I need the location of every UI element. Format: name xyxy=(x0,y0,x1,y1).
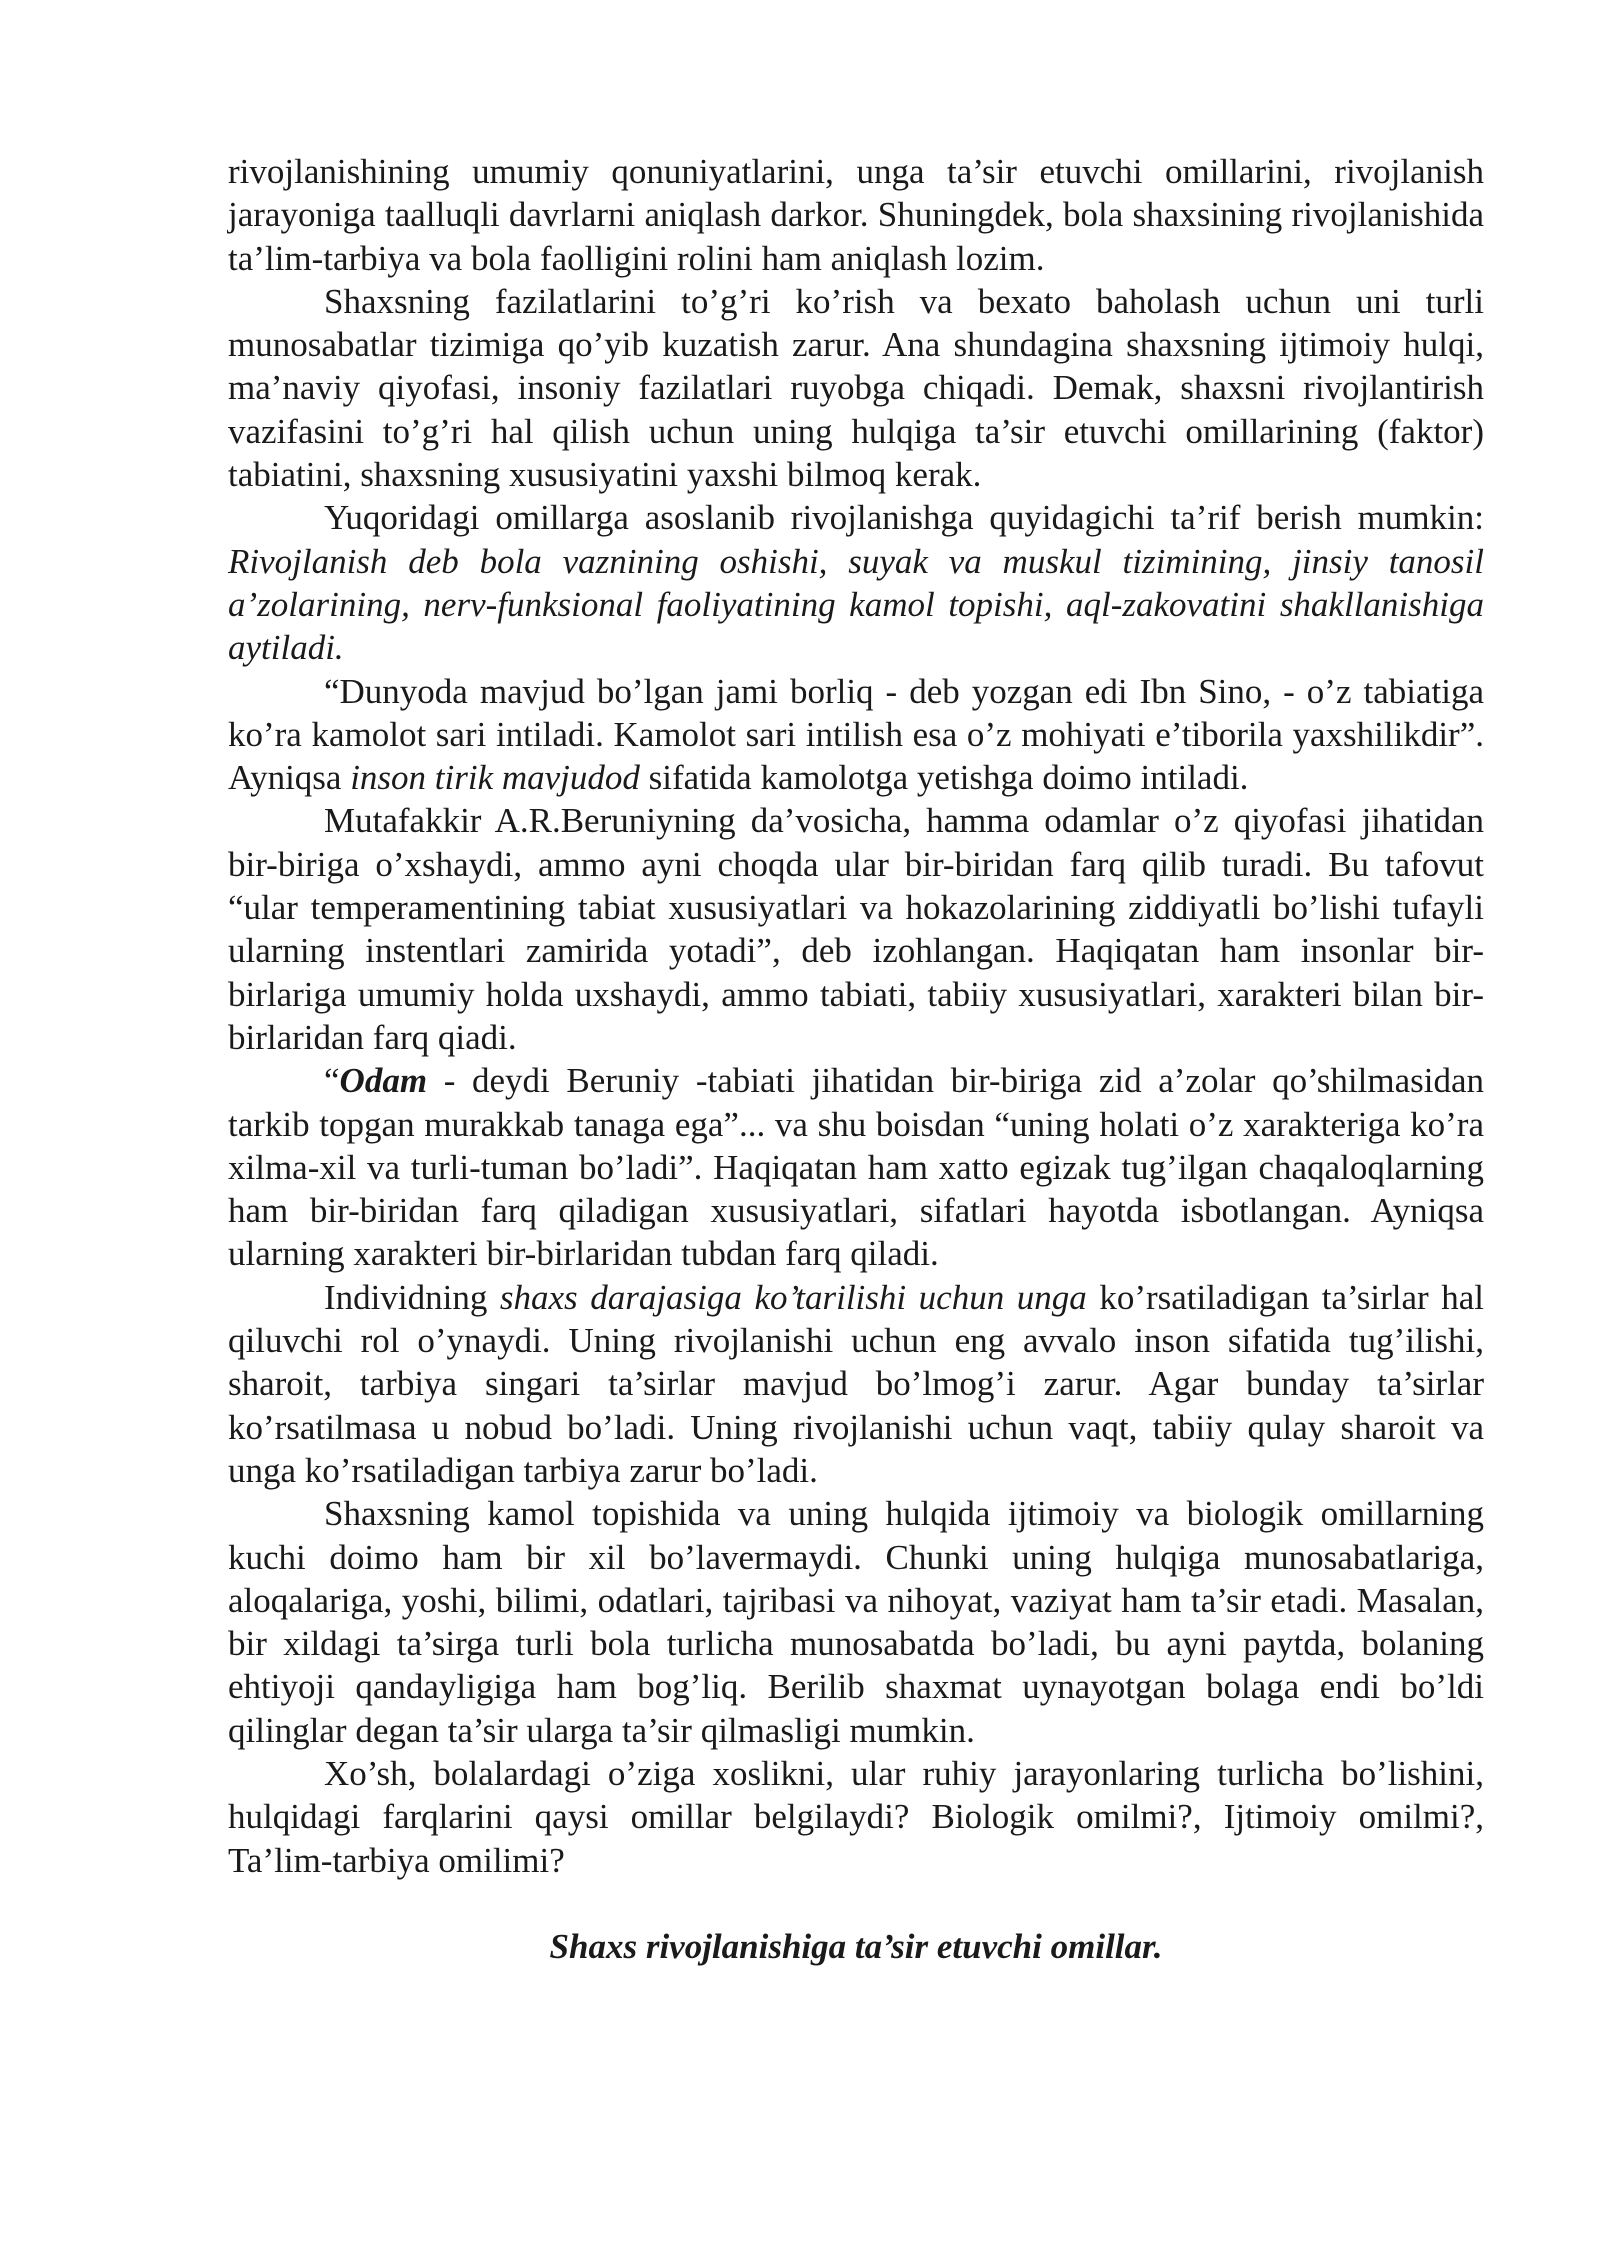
paragraph-text: rivojlanishining umumiy qonuniyatlarini, unga ta’sir etuvchi omillarini, rivojlanish jarayoniga taalluqli davrlarni aniqlash darkor. Shuningdek, bola shaxsining rivojlanishida ta’lim-tarbiya va bola faolligini rolini ham aniqlash lozim. xyxy=(228,152,1484,278)
emphasis-italic: inson tirik mavjudod xyxy=(350,758,640,798)
paragraph-8 xyxy=(228,1492,1484,1752)
paragraph-text: Xo’sh, bolalardagi o’ziga xoslikni, ular ruhiy jarayonlaring turlicha bo’lishini, hulqidagi farqlarini qaysi omillar belgilaydi? Biologik omilmi?, Ijtimoiy omilmi?, Ta’lim-tarbiya omilimi? xyxy=(228,1753,1484,1880)
definition-italic: Rivojlanish deb bola vaznining oshishi, suyak va muskul tizimining, jinsiy tanosil a’zolarining, nerv-funksional faoliyatining kamol topishi, aql-zakovatini shakllanishiga aytiladi. xyxy=(228,541,1484,668)
paragraph-4 xyxy=(228,670,1484,800)
paragraph-text: Shaxsning kamol topishida va uning hulqida ijtimoiy va biologik omillarning kuchi doimo ham bir xil bo’lavermaydi. Chunki uning hulqiga munosabatlariga, aloqalariga, yoshi, bilimi, odatlari, tajribasi va nihoyat, vaziyat ham ta’sir etadi. Masalan, bir xildagi ta’sirga turli bola turlicha munosabatda bo’ladi, bu ayni paytda, bolaning ehtiyoji qandayligiga ham bog’liq. Berilib shaxmat uynayotgan bolaga endi bo’ldi qilinglar degan ta’sir ularga ta’sir qilmasligi mumkin. xyxy=(228,1494,1484,1750)
emphasis-italic: shaxs darajasiga ko’tarilishi uchun unga xyxy=(499,1277,1087,1317)
paragraph-3 xyxy=(228,496,1484,669)
paragraph-text: “ xyxy=(324,1061,340,1101)
paragraph-text: Individning xyxy=(324,1277,500,1317)
paragraph-5 xyxy=(228,799,1484,1059)
document-page xyxy=(228,150,1484,1968)
paragraph-text: ko’rsatiladigan ta’sirlar hal qiluvchi rol o’ynaydi. Uning rivojlanishi uchun eng avvalo inson sifatida tug’ilishi, sharoit, tarbiya singari ta’sirlar mavjud bo’lmog’i zarur. Agar bunday ta’sirlar ko’rsatilmasa u nobud bo’ladi. Uning rivojlanishi uchun vaqt, tabiiy qulay sharoit va unga ko’rsatiladigan tarbiya zarur bo’ladi. xyxy=(228,1277,1484,1490)
paragraph-text: sifatida kamolotga yetishga doimo intiladi. xyxy=(639,758,1249,798)
paragraph-text: “Dunyoda mavjud bo’lgan jami borliq - deb yozgan edi Ibn Sino, - o’z tabiatiga ko’ra kamolot sari intiladi. Kamolot sari intilish esa o’z mohiyati e’tiborila yaxshilikdir”. Ayniqsa xyxy=(228,671,1484,798)
paragraph-1 xyxy=(228,150,1484,280)
paragraph-text: - deydi Beruniy -tabiati jihatidan bir-biriga zid a’zolar qo’shilmasidan tarkib topgan murakkab tanaga ega”... va shu boisdan “uning holati o’z xarakteriga ko’ra xilma-xil va turli-tuman bo’ladi”. Haqiqatan ham xatto egizak tug’ilgan chaqaloqlarning ham bir-biridan farq qiladigan xususiyatlari, sifatlari hayotda isbotlangan. Ayniqsa ularning xarakteri bir-birlaridan tubdan farq qiladi. xyxy=(228,1061,1484,1274)
paragraph-text: Yuqoridagi omillarga asoslanib rivojlanishga quyidagichi ta’rif berish mumkin: xyxy=(324,498,1484,538)
paragraph-2 xyxy=(228,280,1484,496)
section-heading: Shaxs rivojlanishiga ta’sir etuvchi omillar. xyxy=(549,1926,1163,1966)
emphasis-bold-italic: Odam xyxy=(339,1061,428,1101)
paragraph-text: Mutafakkir A.R.Beruniyning da’vosicha, hamma odamlar o’z qiyofasi jihatidan bir-biriga o’xshaydi, ammo ayni choqda ular bir-biridan farq qilib turadi. Bu tafovut “ular temperamentining tabiat xususiyatlari va hokazolarining ziddiyatli bo’lishi tufayli ularning instentlari zamirida yotadi”, deb izohlangan. Haqiqatan ham insonlar bir-birlariga umumiy holda uxshaydi, ammo tabiati, tabiiy xususiyatlari, xarakteri bilan bir-birlaridan farq qiadi. xyxy=(228,801,1484,1057)
paragraph-7 xyxy=(228,1276,1484,1492)
paragraph-6 xyxy=(228,1059,1484,1275)
paragraph-text: Shaxsning fazilatlarini to’g’ri ko’rish va bexato baholash uchun uni turli munosabatlar tizimiga qo’yib kuzatish zarur. Ana shundagina shaxsning ijtimoiy hulqi, ma’naviy qiyofasi, insoniy fazilatlari ruyobga chiqadi. Demak, shaxsni rivojlantirish vazifasini to’g’ri hal qilish uchun uning hulqiga ta’sir etuvchi omillarining (faktor) tabiatini, shaxsning xususiyatini yaxshi bilmoq kerak. xyxy=(228,281,1484,495)
paragraph-9 xyxy=(228,1752,1484,1882)
